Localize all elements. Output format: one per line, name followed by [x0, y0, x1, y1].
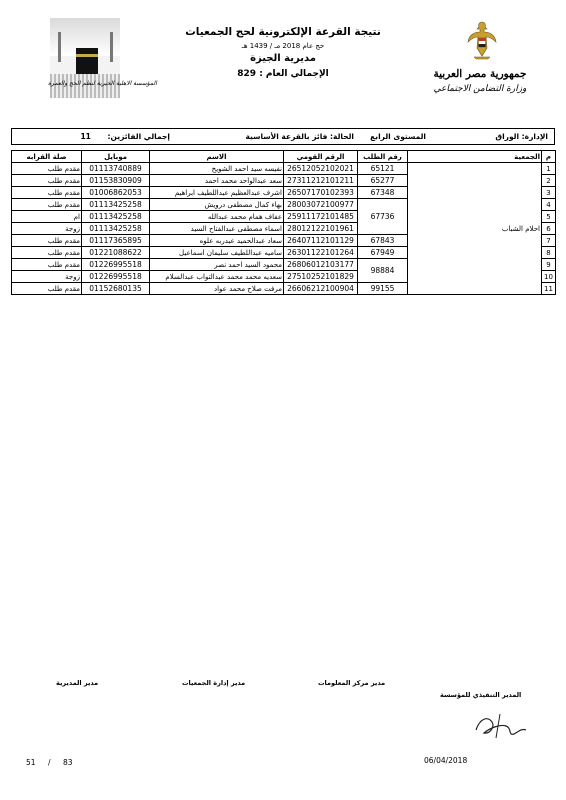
person-name: محمود السيد احمد نصر — [150, 259, 284, 271]
person-name: نفيسه سيد احمد الشويخ — [150, 163, 284, 175]
row-number: 2 — [542, 175, 556, 187]
person-name: اشرف عبدالعظيم عبداللطيف ابراهيم — [150, 187, 284, 199]
association-cell: احلام الشباب — [408, 163, 542, 295]
request-number: 98884 — [358, 259, 408, 283]
mobile-number: 01153830909 — [82, 175, 150, 187]
mobile-number: 01113425258 — [82, 223, 150, 235]
request-number: 65121 — [358, 163, 408, 175]
national-id: 28003072100977 — [284, 199, 358, 211]
row-number: 8 — [542, 247, 556, 259]
government-text — [425, 68, 535, 94]
row-number: 6 — [542, 223, 556, 235]
mobile-number: 01113740889 — [82, 163, 150, 175]
national-id: 26301122101264 — [284, 247, 358, 259]
relation: ام — [12, 211, 82, 223]
relation: مقدم طلب — [12, 199, 82, 211]
col-header-name: الاسم — [150, 151, 284, 163]
person-name: ساميه عبداللطيف سليمان اسماعيل — [150, 247, 284, 259]
grand-total — [180, 69, 386, 79]
person-name: مرفت صلاح محمد عواد — [150, 283, 284, 295]
row-number: 5 — [542, 211, 556, 223]
title-block — [180, 26, 386, 79]
national-id: 28012122101961 — [284, 223, 358, 235]
mobile-number: 01152680135 — [82, 283, 150, 295]
person-name: عفاف همام محمد عبدالله — [150, 211, 284, 223]
institution-name: المؤسسة الاهلية الخيرية لنظم الحج والعمرة — [48, 80, 157, 87]
row-number: 4 — [542, 199, 556, 211]
row-number: 9 — [542, 259, 556, 271]
col-header-mobile: موبايل — [82, 151, 150, 163]
person-name: اسماء مصطفى عبدالفتاح السيد — [150, 223, 284, 235]
mobile-number: 01117365895 — [82, 235, 150, 247]
mobile-number: 01221088622 — [82, 247, 150, 259]
table-row — [12, 163, 556, 175]
national-id: 26407112101129 — [284, 235, 358, 247]
national-id: 25911172101485 — [284, 211, 358, 223]
national-id: 26806012103177 — [284, 259, 358, 271]
eagle-emblem-icon — [466, 20, 498, 60]
page-total: 83 — [63, 758, 73, 767]
col-header-association: الجمعية — [408, 151, 542, 163]
person-name: سعد عبدالواحد محمد احمد — [150, 175, 284, 187]
request-number: 67843 — [358, 235, 408, 247]
results-table — [11, 150, 556, 295]
row-number: 11 — [542, 283, 556, 295]
col-header-relation: صلة القرابه — [12, 151, 82, 163]
associations-manager-label: مدير إدارة الجمعيات — [182, 679, 246, 687]
relation: زوجة — [12, 271, 82, 283]
executive-manager-label: المدير التنفيذي للمؤسسة — [440, 691, 522, 699]
request-number: 67736 — [358, 199, 408, 235]
row-number: 1 — [542, 163, 556, 175]
relation: مقدم طلب — [12, 175, 82, 187]
person-name: بهاء كمال مصطفى درويش — [150, 199, 284, 211]
request-number: 67949 — [358, 247, 408, 259]
relation: مقدم طلب — [12, 283, 82, 295]
col-header-national-id: الرقم القومي — [284, 151, 358, 163]
handwritten-signature-icon — [470, 708, 530, 742]
page-current: 51 — [26, 758, 36, 767]
national-id: 27311212101211 — [284, 175, 358, 187]
ministry-name: وزارة التضامن الاجتماعي — [433, 84, 527, 94]
row-number: 3 — [542, 187, 556, 199]
relation: زوجة — [12, 223, 82, 235]
relation: مقدم طلب — [12, 163, 82, 175]
directorate-name: مديرية الجيزة — [250, 53, 316, 64]
status-label: الحالة: فائز بالقرعة الأساسية — [245, 132, 354, 141]
table-header-row — [12, 151, 556, 163]
national-id: 26512052102021 — [284, 163, 358, 175]
relation: مقدم طلب — [12, 187, 82, 199]
mobile-number: 01113425258 — [82, 199, 150, 211]
col-header-n: م — [542, 151, 556, 163]
page-title: نتيجة القرعة الإلكترونية لحج الجمعيات — [185, 26, 381, 38]
mobile-number: 01113425258 — [82, 211, 150, 223]
col-header-request: رقم الطلب — [358, 151, 408, 163]
mobile-number: 01006862053 — [82, 187, 150, 199]
national-id: 27510252101829 — [284, 271, 358, 283]
filter-info-row — [11, 128, 555, 145]
info-center-manager-label: مدير مركز المعلومات — [318, 679, 386, 687]
national-id: 26507170102393 — [284, 187, 358, 199]
page-separator: / — [48, 758, 51, 767]
print-date: 06/04/2018 — [424, 756, 468, 765]
request-number: 65277 — [358, 175, 408, 187]
mobile-number: 01226995518 — [82, 271, 150, 283]
directorate-manager-label: مدير المديرية — [56, 679, 99, 687]
row-number: 10 — [542, 271, 556, 283]
request-number: 99155 — [358, 283, 408, 295]
winners-count: إجمالي الفائزين: 11 — [80, 132, 170, 141]
person-name: سعاد عبدالحميد عبدربه علوه — [150, 235, 284, 247]
person-name: سعديه محمد محمد عبدالتواب عبدالسلام — [150, 271, 284, 283]
country-name: جمهورية مصر العربية — [433, 68, 527, 80]
mobile-number: 01226995518 — [82, 259, 150, 271]
relation: مقدم طلب — [12, 235, 82, 247]
grand-total-value: 829 — [237, 69, 257, 79]
national-id: 26606212100904 — [284, 283, 358, 295]
admin-label: الإدارة: الوراق — [495, 132, 548, 141]
page-subtitle: حج عام 2018 مـ / 1439 هـ — [241, 42, 325, 50]
level-label: المستوى الرابع — [370, 132, 426, 141]
relation: مقدم طلب — [12, 259, 82, 271]
grand-total-label: الإجمالي العام : — [259, 69, 329, 79]
relation: مقدم طلب — [12, 247, 82, 259]
row-number: 7 — [542, 235, 556, 247]
request-number: 67348 — [358, 187, 408, 199]
